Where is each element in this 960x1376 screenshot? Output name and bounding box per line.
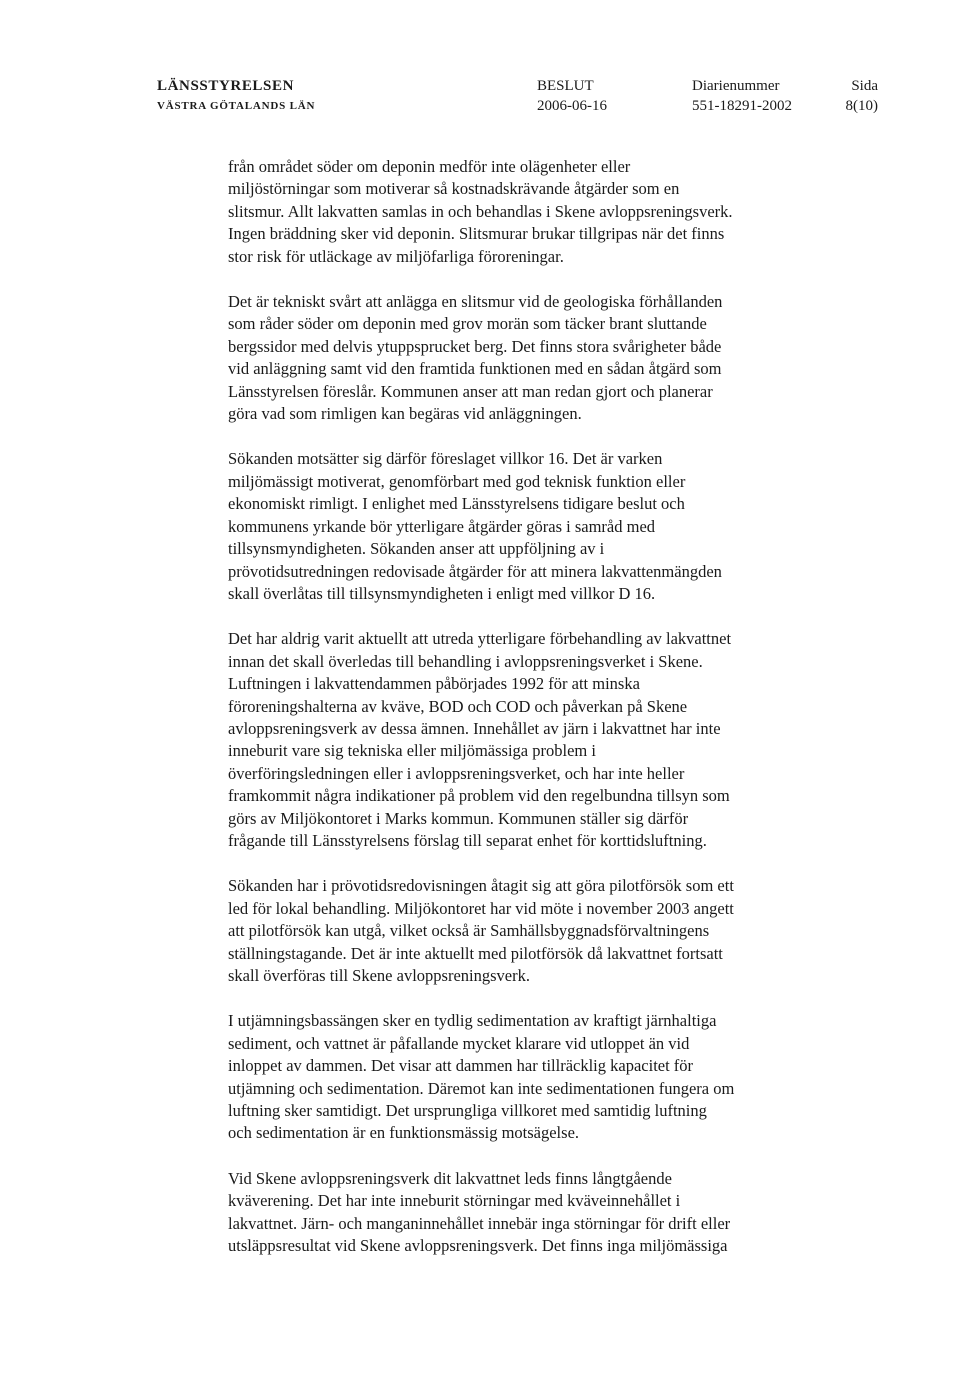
page-number: 8(10)	[845, 98, 878, 114]
document-type: BESLUT	[537, 78, 594, 94]
issuer-name: LÄNSSTYRELSEN	[157, 78, 295, 94]
paragraph-6: I utjämningsbassängen sker en tydlig sedimentation av kraftigt järnhaltiga sediment, och vattnet är påfallande mycket klarare vid utloppet än vid inloppet av dammen. Det visar att dammen har tillräcklig kapacitet för utjämning och sedimentation. Däremot kan inte sedimentationen fungera om luftning sker samtidigt. Det ursprungliga villkoret med samtidig luftning och sedimentation är en funktionsmässig motsägelse.	[228, 1011, 735, 1143]
document-date: 2006-06-16	[537, 98, 607, 114]
paragraph-4: Det har aldrig varit aktuellt att utreda ytterligare förbehandling av lakvattnet innan det skall överledas till behandling i avloppsreningsverket i Skene. Luftningen i lakvattendammen påbörjades 1992 för att minska föroreningshalterna av kväve, BOD och COD och påverkan på Skene avloppsreningsverk av dessa ämnen. Innehållet av järn i lakvattnet har inte inneburit vare sig tekniska eller miljömässiga problem i överföringsledningen eller i avloppsreningsverket, och har inte heller framkommit några indikationer på problem vid den regelbundna tillsyn som görs av Miljökontoret i Marks kommun. Kommunen ställer sig därför frågande till Länsstyrelsens förslag till separat enhet för korttidsluftning.	[228, 629, 732, 850]
reference-block	[692, 76, 792, 116]
document-type-block	[537, 76, 607, 116]
issuer-block	[157, 76, 315, 116]
document-body	[228, 156, 788, 1280]
issuer-county: VÄSTRA GÖTALANDS LÄN	[157, 100, 316, 112]
paragraph-3: Sökanden motsätter sig därför föreslaget villkor 16. Det är varken miljömässigt motiverat, genomförbart med god teknisk funktion eller ekonomiskt rimligt. I enlighet med Länsstyrelsens tidigare beslut och kommunens yrkande bör ytterligare åtgärder göras i samråd med tillsynsmyndigheten. Sökanden anser att uppföljning av i prövotidsutredningen redovisade åtgärder för att minera lakvattenmängden skall överlåtas till tillsynsmyndigheten i enligt med villkor D 16.	[228, 449, 722, 603]
paragraph-1: från området söder om deponin medför inte olägenheter eller miljöstörningar som motiverar så kostnadskrävande åtgärder som en slitsmur. Allt lakvatten samlas in och behandlas i Skene avloppsreningsverk. Ingen bräddning sker vid deponin. Slitsmurar brukar tillgripas när det finns stor risk för utläckage av miljöfarliga föroreningar.	[228, 157, 733, 266]
reference-number: 551-18291-2002	[692, 98, 792, 114]
paragraph-2: Det är tekniskt svårt att anlägga en slitsmur vid de geologiska förhållanden som råder söder om deponin med grov morän som täcker brant sluttande bergssidor med delvis ytuppsprucket berg. Det finns stora svårigheter både vid anläggning samt vid den framtida funktionen med en sådan åtgärd som Länsstyrelsen föreslår. Kommunen anser att man redan gjort och planerar göra vad som rimligen kan begäras vid anläggningen.	[228, 292, 723, 424]
paragraph-5: Sökanden har i prövotidsredovisningen åtagit sig att göra pilotförsök som ett led för lokal behandling. Miljökontoret har vid möte i november 2003 angett att pilotförsök kan utgå, vilket också är Samhällsbyggnadsförvaltningens ställningstagande. Det är inte aktuellt med pilotförsök då lakvattnet fortsatt skall överföras till Skene avloppsreningsverk.	[228, 876, 734, 985]
page-label: Sida	[851, 78, 878, 94]
paragraph-7: Vid Skene avloppsreningsverk dit lakvattnet leds finns långtgående kväverening. Det har inte inneburit störningar med kväveinnehållet i lakvattnet. Järn- och manganinnehållet innebär inga störningar för drift eller utsläppsresultat vid Skene avloppsreningsverk. Det finns inga miljömässiga	[228, 1168, 731, 1256]
reference-label: Diarienummer	[692, 78, 780, 94]
letterhead	[0, 76, 960, 116]
page-block	[838, 76, 878, 116]
